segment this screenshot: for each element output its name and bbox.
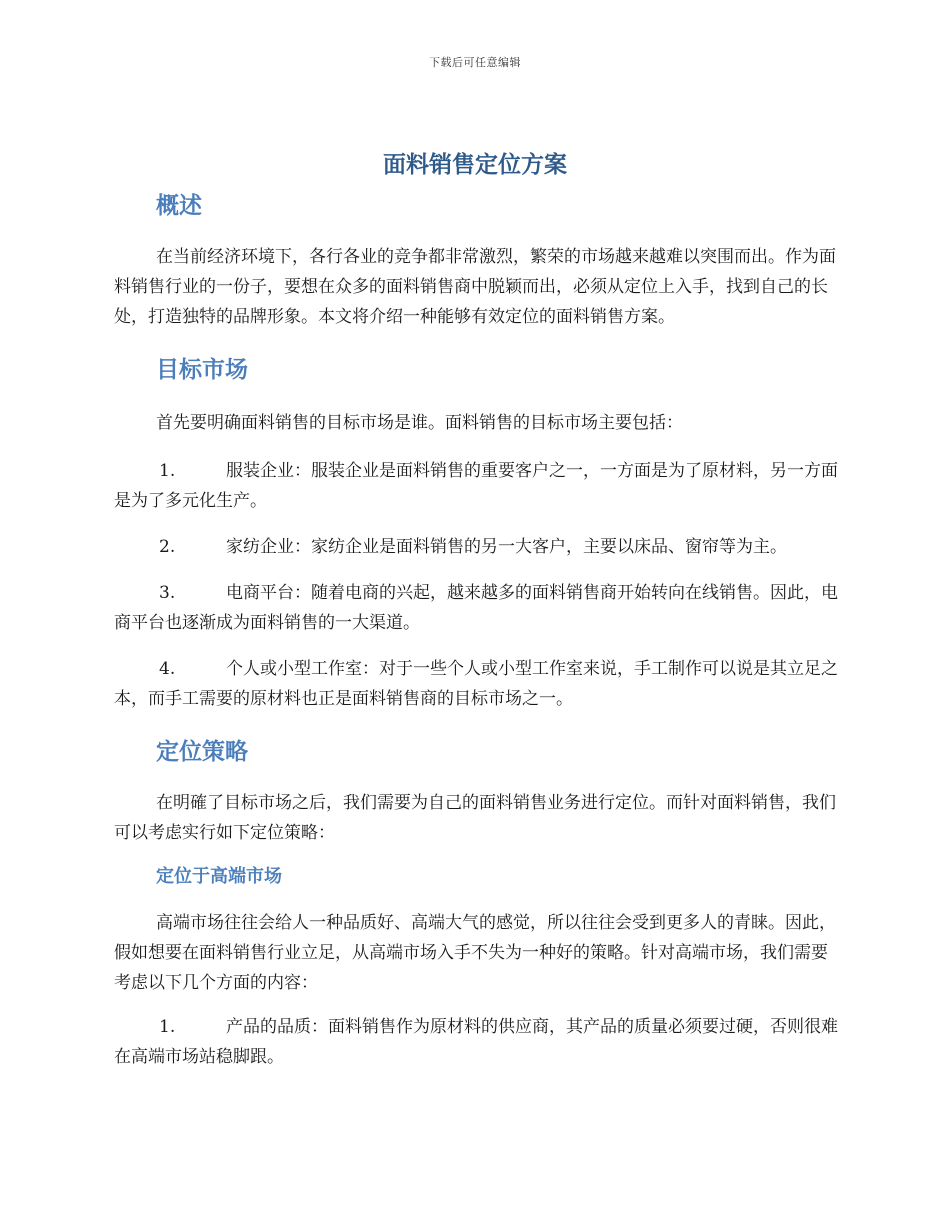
document-body bbox=[114, 186, 839, 1072]
list-item-text: 电商平台：随着电商的兴起，越来越多的面料销售商开始转向在线销售。因此，电商平台也逐渐成为面料销售的一大渠道。 bbox=[114, 583, 838, 633]
list-item-text: 服装企业：服装企业是面料销售的重要客户之一，一方面是为了原材料，另一方面是为了多元化生产。 bbox=[114, 461, 838, 511]
section-heading-strategy: 定位策略 bbox=[156, 739, 248, 765]
subsection-heading-high-end: 定位于高端市场 bbox=[156, 866, 282, 887]
list-number: 1. bbox=[159, 1017, 176, 1037]
list-item-text: 个人或小型工作室：对于一些个人或小型工作室来说，手工制作可以说是其立足之本，而手工需要的原材料也正是面料销售商的目标市场之一。 bbox=[114, 659, 838, 709]
list-number: 1. bbox=[159, 461, 176, 481]
target-market-list-item bbox=[114, 578, 839, 638]
section-heading-target-market: 目标市场 bbox=[156, 357, 248, 383]
high-end-list-item bbox=[114, 1012, 839, 1072]
high-end-paragraph: 高端市场往往会给人一种品质好、高端大气的感觉，所以往往会受到更多人的青睐。因此，假如想要在面料销售行业立足，从高端市场入手不失为一种好的策略。针对高端市场，我们需要考虑以下几个方面的内容： bbox=[114, 913, 836, 993]
list-number: 3. bbox=[159, 583, 176, 603]
list-item-text: 产品的品质：面料销售作为原材料的供应商，其产品的质量必须要过硬，否则很难在高端市场站稳脚跟。 bbox=[114, 1017, 838, 1067]
strategy-intro: 在明確了目标市场之后，我们需要为自己的面料销售业务进行定位。而针对面料销售，我们可以考虑实行如下定位策略： bbox=[114, 793, 836, 843]
target-market-list-item bbox=[114, 532, 839, 562]
target-market-intro: 首先要明确面料销售的目标市场是谁。面料销售的目标市场主要包括： bbox=[156, 413, 683, 433]
section-heading-overview: 概述 bbox=[156, 193, 202, 219]
list-number: 4. bbox=[159, 659, 176, 679]
list-item-text: 家纺企业：家纺企业是面料销售的另一大客户，主要以床品、窗帘等为主。 bbox=[226, 537, 787, 557]
target-market-list-item bbox=[114, 654, 839, 714]
document-title: 面料销售定位方案 bbox=[383, 152, 567, 178]
overview-paragraph: 在当前经济环境下，各行各业的竞争都非常激烈，繁荣的市场越来越难以突围而出。作为面料销售行业的一份子，要想在众多的面料销售商中脱颖而出，必须从定位上入手，找到自己的长处，打造独特的品牌形象。本文将介绍一种能够有效定位的面料销售方案。 bbox=[114, 247, 836, 327]
target-market-list-item bbox=[114, 456, 839, 516]
list-number: 2. bbox=[159, 537, 176, 557]
header-note: 下载后可任意编辑 bbox=[429, 56, 521, 69]
